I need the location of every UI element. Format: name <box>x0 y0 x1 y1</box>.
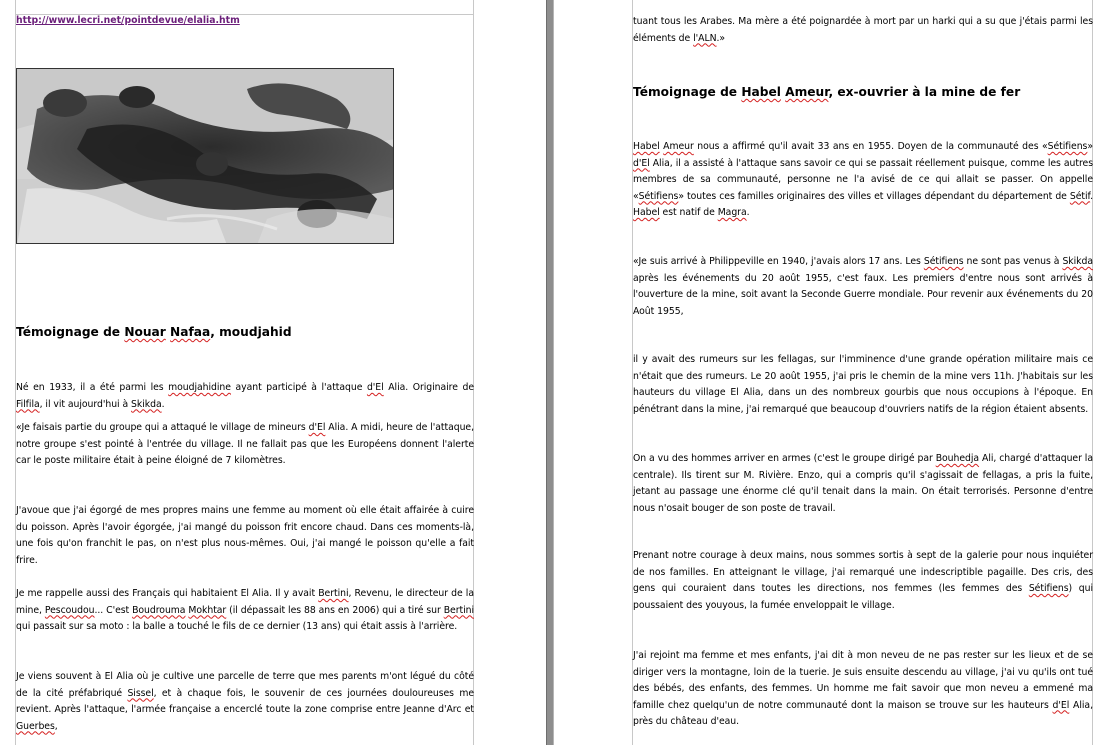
paragraph-5 <box>633 548 1093 614</box>
text-run: Alia, il a assisté à l'attaque sans savoir ce qui se passait réellement puisque, comme les autres membres de sa communauté, personne ne l'a avisé de ce qui allait se passer. On appelle « <box>633 157 1093 202</box>
spellcheck-flagged-word: Sétif <box>1069 190 1091 202</box>
heading-suffix: , ex-ouvrier à la mine de fer <box>828 85 1021 99</box>
spellcheck-flagged-word: Pescoudou <box>44 604 95 616</box>
paragraph-2 <box>633 254 1093 320</box>
heading-prefix: Témoignage de <box>16 325 125 339</box>
paragraph-0 <box>633 14 1093 47</box>
section-heading-habel <box>633 84 1020 100</box>
text-run: tuant tous les Arabes. Ma mère a été poignardée à mort par un harki qui a su que j'étais parmi les éléments de <box>633 16 1093 44</box>
spellcheck-flagged-word: Sétifiens <box>1047 141 1088 152</box>
spellcheck-flagged-word: Filfila <box>16 398 40 410</box>
heading-name-1: Nouar <box>124 325 166 339</box>
text-run: , Revenu, le directeur de la mine, <box>16 588 474 616</box>
heading-name-2: Nafaa <box>170 325 211 339</box>
text-run: J'ai rejoint ma femme et mes enfants, j'ai dit à mon neveu de ne pas rester sur les lieux et de se diriger vers la montagne, loin de la tuerie. Je suis ensuite descendu au village, j'ai vu qu'ils ont tué des bébés, des enfants, des femmes. Un homme me fait savoir que mon neveu a emmené ma famille chez quelqu'un de notre communauté dont la maison se trouve sur les hauteurs <box>633 650 1093 711</box>
heading-name-1: Habel <box>741 85 781 99</box>
spellcheck-flagged-word: l'ALN <box>693 32 717 44</box>
spellcheck-flagged-word: moudjahidine <box>168 382 231 393</box>
text-run: Je me rappelle aussi des Français qui habitaient El Alia. Il y avait <box>16 588 319 599</box>
text-run: , <box>54 720 58 732</box>
spellcheck-flagged-word: Guerbes <box>16 720 55 732</box>
spellcheck-flagged-word: Bouhedja <box>935 453 980 464</box>
spellcheck-flagged-word: Sétifiens <box>923 256 964 267</box>
text-run: . <box>161 398 165 410</box>
text-run: . <box>746 207 750 218</box>
text-run: On a vu des hommes arriver en armes (c'est le groupe dirigé par <box>633 453 936 464</box>
historical-photo <box>16 68 394 244</box>
spellcheck-flagged-word: Sétifiens <box>1028 583 1069 594</box>
text-run: Je viens souvent à El Alia où je cultive une parcelle de terre que mes parents m'ont légué du côté de la cité préfabriqué <box>16 671 474 699</box>
spellcheck-flagged-word: Habel <box>633 141 660 152</box>
paragraph-6 <box>633 648 1093 731</box>
text-run: Né en 1933, il a été parmi les <box>16 382 169 393</box>
paragraph-1 <box>16 380 474 413</box>
text-run: est natif de <box>659 207 718 218</box>
spellcheck-flagged-word: Sissel <box>127 687 154 699</box>
text-run: .» <box>716 32 726 44</box>
paragraph-3: il y avait des rumeurs sur les fellagas, sur l'imminence d'une grande opération militaire mais ce n'était que des rumeurs. Le 20 août 1955, j'ai pris le chemin de la mine vers 11h. J'habitais sur les hauteurs du village El Alia, dans un des nombreux gourbis que nous occupions à l'époque. En pénétrant dans la mine, j'ai remarqué que beaucoup d'ouvriers natifs de la région étaient absents. <box>633 354 1093 415</box>
text-run: nous a affirmé qu'il avait 33 ans en 1955. Doyen de la communauté des « <box>693 141 1048 152</box>
text-run: , il vit aujourd'hui à <box>39 398 132 410</box>
spellcheck-flagged-word: Magra <box>717 207 747 218</box>
spellcheck-flagged-word: Bertini <box>443 604 474 616</box>
paragraph-5 <box>16 669 474 735</box>
spellcheck-flagged-word: Sétifiens <box>638 190 679 202</box>
paragraph-4 <box>16 586 474 636</box>
text-run: , et à chaque fois, le souvenir de ces journées douloureuses me revient. Après l'attaque, l'armée française a encerclé toute la zone comprise entre Jeanne d'Arc et <box>16 687 475 715</box>
heading-name-2: Ameur <box>785 85 829 99</box>
spellcheck-flagged-word: Skikda <box>131 398 162 410</box>
heading-prefix: Témoignage de <box>633 85 742 99</box>
source-link[interactable]: http://www.lecri.net/pointdevue/elalia.htm <box>16 15 240 26</box>
text-run: Alia. A midi, heure de l'attaque, notre groupe s'est pointé à l'entrée du village. Il ne fallait pas que les Européens donnent l'alerte car le poste militaire était à peine éloigné de 7 kilomètres. <box>16 422 474 466</box>
page-separator <box>546 0 554 745</box>
spellcheck-flagged-word: d'El <box>633 157 650 169</box>
spellcheck-flagged-word: Habel <box>633 207 660 218</box>
spellcheck-flagged-word: d'El <box>1052 699 1070 711</box>
text-run: (il dépassait les 88 ans en 2006) qui a tiré sur <box>226 604 444 616</box>
spellcheck-flagged-word: Skikda <box>1062 256 1093 267</box>
section-heading-nouar <box>16 324 292 340</box>
text-run: Ali, chargé d'attaquer la centrale). Ils tirent sur M. Rivière. Enzo, qui a compris qu'il s'agissait de fellagas, a pris la fuite, jetant au passage une énorme clé qu'il tenait dans la main. On était terrorisés. Personne d'entre nous n'osait bouger de son poste de travail. <box>633 453 1093 514</box>
text-run: ... C'est <box>94 604 133 616</box>
spellcheck-flagged-word: Mokhtar <box>188 604 227 616</box>
text-run: » <box>1087 141 1093 152</box>
spellcheck-flagged-word: Bertini <box>318 588 349 599</box>
spellcheck-flagged-word: Ameur <box>663 141 694 152</box>
text-run: «Je faisais partie du groupe qui a attaqué le village de mineurs <box>16 422 309 433</box>
text-run: ne sont pas venus à <box>963 256 1063 267</box>
spellcheck-flagged-word: d'El <box>308 422 326 433</box>
page-gutter <box>545 0 563 745</box>
text-run: Alia, près du château d'eau. <box>633 699 1093 727</box>
text-run: ) qui poussaient des youyous, la fumée enveloppait le village. <box>633 583 1093 611</box>
spellcheck-flagged-word: d'El <box>366 382 384 393</box>
text-run: «Je suis arrivé à Philippeville en 1940, j'avais alors 17 ans. Les <box>633 256 924 267</box>
text-run: ayant participé à l'attaque <box>230 382 367 393</box>
text-run: Prenant notre courage à deux mains, nous sommes sortis à sept de la galerie pour nous inquiéter de nos familles. En atteignant le village, j'ai remarqué une indescriptible pagaille. Des cris, des gens qui couraient dans toutes les directions, nos femmes (les femmes des <box>633 550 1093 594</box>
paragraph-1 <box>633 139 1093 222</box>
text-run: qui passait sur sa moto : la balle a touché le fils de ce dernier (13 ans) qui était assis à l'arrière. <box>16 621 458 632</box>
text-run: » toutes ces familles originaires des villes et villages dépendant du département de <box>678 190 1070 202</box>
paragraph-3: J'avoue que j'ai égorgé de mes propres mains une femme au moment où elle était affairée à cuire du poisson. Après l'avoir égorgée, j'ai mangé du poisson frit encore chaud. Dans ces moments-là, une fois qu'on franchit le pas, on n'est plus nous-mêmes. Oui, j'ai mangé le poisson qu'elle a fait frire. <box>16 505 474 566</box>
text-run: après les événements du 20 août 1955, c'est faux. Les premiers d'entre nous sont arrivés à l'ouverture de la mine, soit avant la Seconde Guerre mondiale. Pour revenir aux événements du 20 Août 1955, <box>633 272 1093 317</box>
paragraph-4 <box>633 451 1093 517</box>
text-run: . <box>1090 190 1093 202</box>
text-run: Alia. Originaire de <box>383 382 474 393</box>
document-page-right[interactable] <box>563 0 1106 745</box>
document-page-left[interactable] <box>0 0 545 745</box>
spellcheck-flagged-word: Boudrouma <box>132 604 186 616</box>
heading-suffix: , moudjahid <box>210 325 292 339</box>
paragraph-2 <box>16 420 474 470</box>
